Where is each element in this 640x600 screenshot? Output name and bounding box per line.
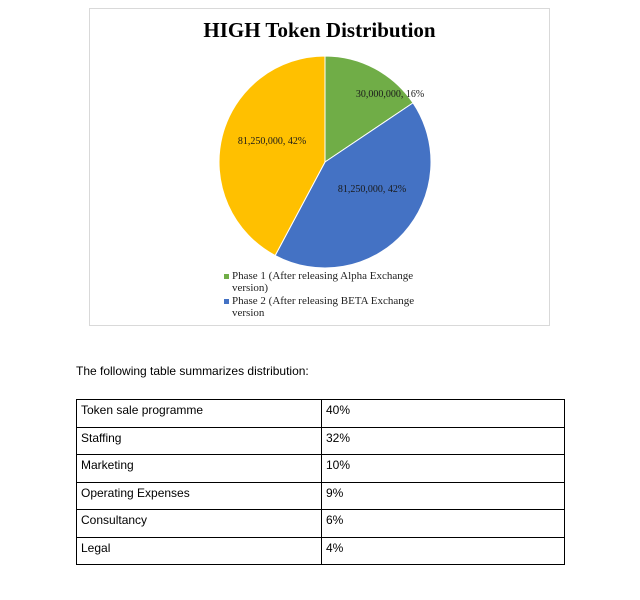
legend-item-phase-2 (224, 295, 434, 319)
pie-slice-label-1: 30,000,000, 16% (355, 89, 425, 100)
table-row (77, 482, 565, 510)
table-row (77, 455, 565, 483)
table-cell-category: Marketing (77, 455, 322, 483)
chart-container (89, 8, 550, 326)
legend-label-phase-1: Phase 1 (After releasing Alpha Exchange version) (232, 270, 414, 294)
table-cell-percent: 10% (322, 455, 565, 483)
table-cell-category: Staffing (77, 427, 322, 455)
intro-text: The following table summarizes distribution: (76, 364, 309, 378)
legend-label-phase-2: Phase 2 (After releasing BETA Exchange version (232, 295, 415, 319)
legend-item-phase-1 (224, 270, 434, 294)
table-cell-category: Legal (77, 537, 322, 565)
chart-title: HIGH Token Distribution (203, 18, 436, 42)
table-row (77, 400, 565, 428)
table-cell-category: Operating Expenses (77, 482, 322, 510)
table-row (77, 510, 565, 538)
table-cell-category: Consultancy (77, 510, 322, 538)
pie-slice-label-2: 81,250,000, 42% (337, 184, 407, 195)
distribution-table (76, 399, 565, 565)
table-cell-percent: 6% (322, 510, 565, 538)
table-cell-percent: 4% (322, 537, 565, 565)
chart-legend (224, 270, 434, 320)
table-cell-category: Token sale programme (77, 400, 322, 428)
table-cell-percent: 40% (322, 400, 565, 428)
table-cell-percent: 32% (322, 427, 565, 455)
table-row (77, 427, 565, 455)
legend-swatch-phase-1 (224, 274, 229, 279)
pie-slice-label-3: 81,250,000, 42% (237, 136, 307, 147)
table-cell-percent: 9% (322, 482, 565, 510)
legend-swatch-phase-2 (224, 299, 229, 304)
table-row (77, 537, 565, 565)
